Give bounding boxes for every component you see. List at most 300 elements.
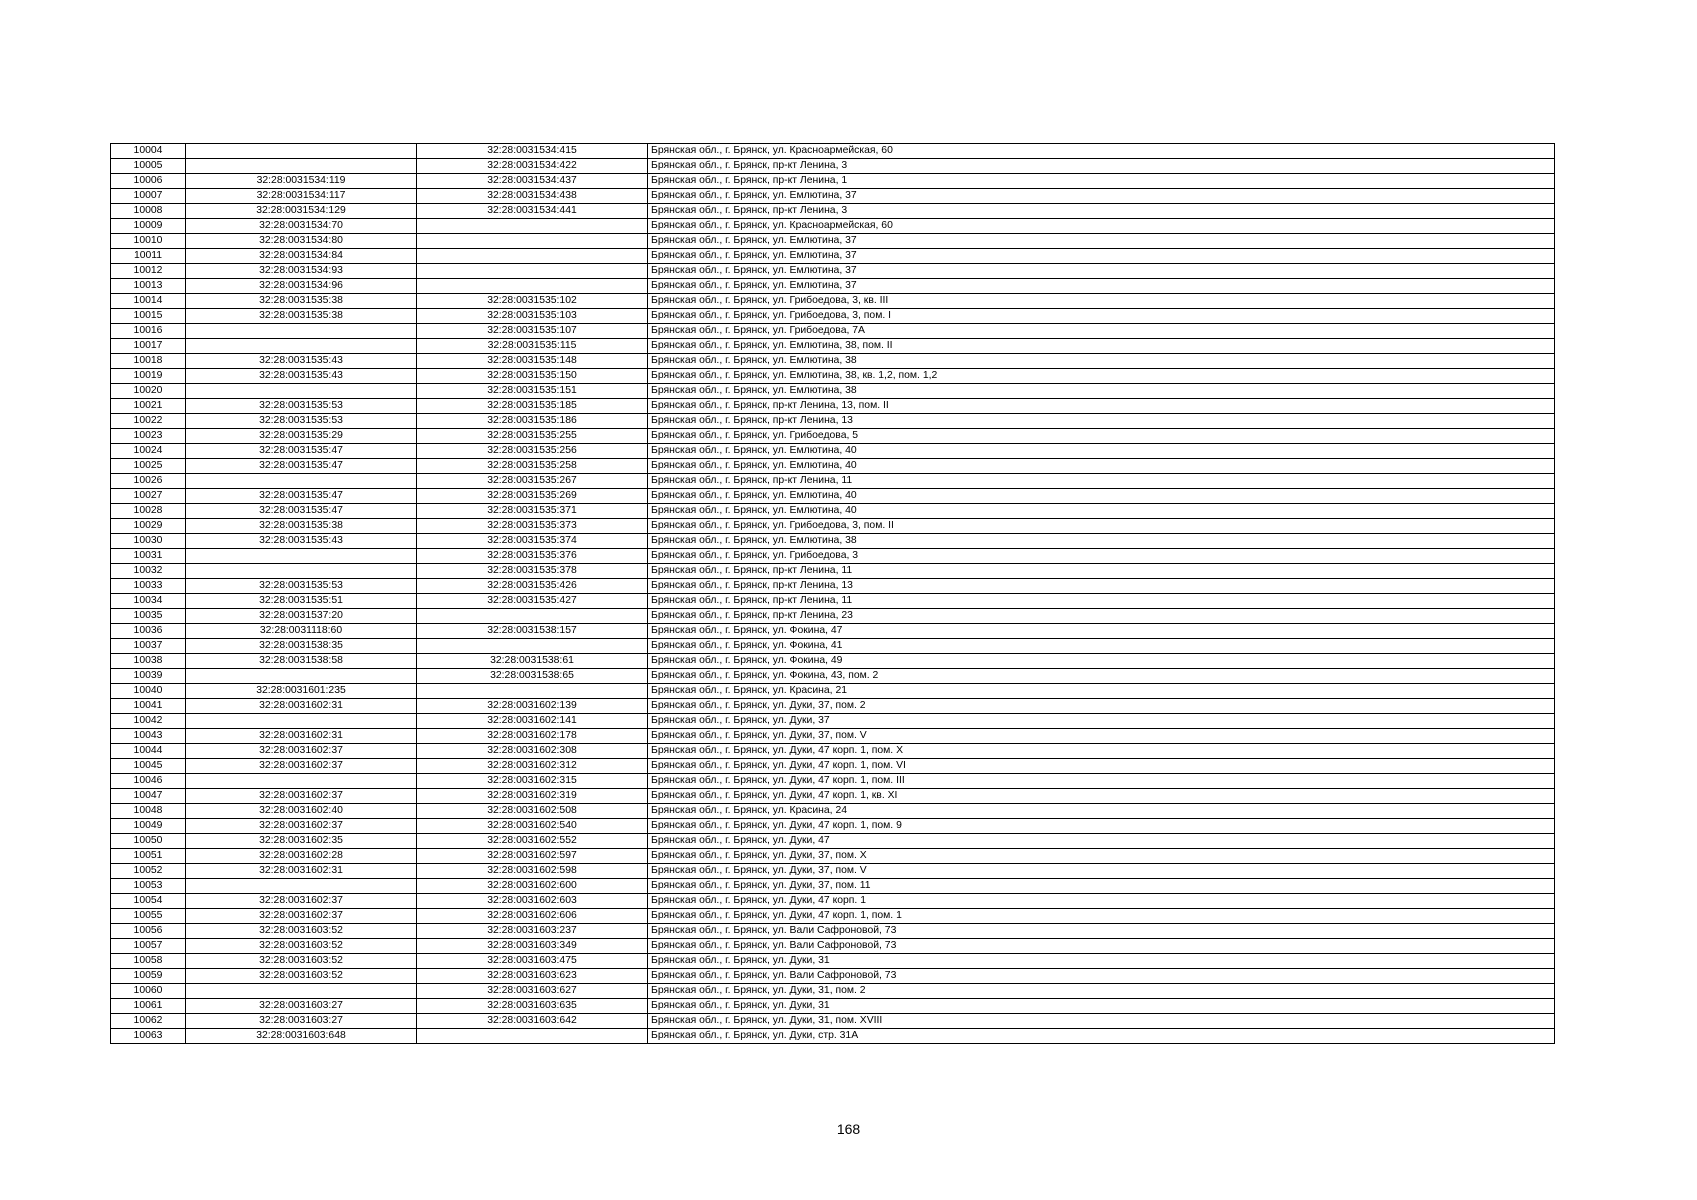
address-cell: Брянская обл., г. Брянск, ул. Емлютина, 37 bbox=[648, 279, 1555, 294]
table-row bbox=[111, 729, 1555, 744]
address-cell: Брянская обл., г. Брянск, ул. Емлютина, 38, кв. 1,2, пом. 1,2 bbox=[648, 369, 1555, 384]
table-row bbox=[111, 624, 1555, 639]
row-number-cell: 10005 bbox=[111, 159, 186, 174]
cadastral-number-cell: 32:28:0031602:139 bbox=[417, 699, 648, 714]
row-number-cell: 10042 bbox=[111, 714, 186, 729]
row-number-cell: 10032 bbox=[111, 564, 186, 579]
table-row bbox=[111, 384, 1555, 399]
address-cell: Брянская обл., г. Брянск, ул. Красноармейская, 60 bbox=[648, 219, 1555, 234]
address-cell: Брянская обл., г. Брянск, ул. Емлютина, 37 bbox=[648, 234, 1555, 249]
cadastral-number-cell: 32:28:0031602:552 bbox=[417, 834, 648, 849]
address-cell: Брянская обл., г. Брянск, ул. Грибоедова, 5 bbox=[648, 429, 1555, 444]
property-table bbox=[110, 143, 1555, 1044]
parent-cadastral-cell bbox=[186, 714, 417, 729]
row-number-cell: 10023 bbox=[111, 429, 186, 444]
cadastral-number-cell: 32:28:0031602:603 bbox=[417, 894, 648, 909]
table-row bbox=[111, 159, 1555, 174]
parent-cadastral-cell: 32:28:0031535:43 bbox=[186, 354, 417, 369]
cadastral-number-cell: 32:28:0031602:312 bbox=[417, 759, 648, 774]
row-number-cell: 10053 bbox=[111, 879, 186, 894]
cadastral-number-cell: 32:28:0031535:373 bbox=[417, 519, 648, 534]
row-number-cell: 10008 bbox=[111, 204, 186, 219]
row-number-cell: 10048 bbox=[111, 804, 186, 819]
row-number-cell: 10010 bbox=[111, 234, 186, 249]
address-cell: Брянская обл., г. Брянск, ул. Грибоедова, 3, пом. II bbox=[648, 519, 1555, 534]
parent-cadastral-cell: 32:28:0031535:47 bbox=[186, 489, 417, 504]
row-number-cell: 10061 bbox=[111, 999, 186, 1014]
row-number-cell: 10039 bbox=[111, 669, 186, 684]
table-row bbox=[111, 984, 1555, 999]
row-number-cell: 10030 bbox=[111, 534, 186, 549]
row-number-cell: 10058 bbox=[111, 954, 186, 969]
address-cell: Брянская обл., г. Брянск, ул. Дуки, 47 корп. 1, пом. X bbox=[648, 744, 1555, 759]
address-cell: Брянская обл., г. Брянск, ул. Дуки, 47 bbox=[648, 834, 1555, 849]
address-cell: Брянская обл., г. Брянск, ул. Красноармейская, 60 bbox=[648, 144, 1555, 159]
table-row bbox=[111, 354, 1555, 369]
address-cell: Брянская обл., г. Брянск, пр-кт Ленина, 13 bbox=[648, 579, 1555, 594]
table-row bbox=[111, 699, 1555, 714]
cadastral-number-cell: 32:28:0031535:185 bbox=[417, 399, 648, 414]
address-cell: Брянская обл., г. Брянск, пр-кт Ленина, 1 bbox=[648, 174, 1555, 189]
table-row bbox=[111, 504, 1555, 519]
cadastral-number-cell: 32:28:0031538:157 bbox=[417, 624, 648, 639]
parent-cadastral-cell: 32:28:0031535:43 bbox=[186, 369, 417, 384]
parent-cadastral-cell: 32:28:0031603:52 bbox=[186, 924, 417, 939]
parent-cadastral-cell bbox=[186, 774, 417, 789]
table-row bbox=[111, 684, 1555, 699]
row-number-cell: 10011 bbox=[111, 249, 186, 264]
table-row bbox=[111, 294, 1555, 309]
cadastral-number-cell: 32:28:0031602:319 bbox=[417, 789, 648, 804]
parent-cadastral-cell: 32:28:0031602:31 bbox=[186, 699, 417, 714]
cadastral-number-cell: 32:28:0031535:371 bbox=[417, 504, 648, 519]
parent-cadastral-cell bbox=[186, 159, 417, 174]
address-cell: Брянская обл., г. Брянск, ул. Дуки, 37, пом. 2 bbox=[648, 699, 1555, 714]
cadastral-number-cell: 32:28:0031535:376 bbox=[417, 549, 648, 564]
table-row bbox=[111, 849, 1555, 864]
table-row bbox=[111, 309, 1555, 324]
address-cell: Брянская обл., г. Брянск, ул. Фокина, 41 bbox=[648, 639, 1555, 654]
row-number-cell: 10054 bbox=[111, 894, 186, 909]
parent-cadastral-cell: 32:28:0031602:40 bbox=[186, 804, 417, 819]
cadastral-number-cell: 32:28:0031538:61 bbox=[417, 654, 648, 669]
row-number-cell: 10034 bbox=[111, 594, 186, 609]
address-cell: Брянская обл., г. Брянск, ул. Дуки, 31, пом. 2 bbox=[648, 984, 1555, 999]
property-table-body bbox=[111, 144, 1555, 1044]
table-row bbox=[111, 414, 1555, 429]
address-cell: Брянская обл., г. Брянск, ул. Дуки, 47 корп. 1, пом. 9 bbox=[648, 819, 1555, 834]
row-number-cell: 10031 bbox=[111, 549, 186, 564]
cadastral-number-cell: 32:28:0031534:415 bbox=[417, 144, 648, 159]
cadastral-number-cell: 32:28:0031602:141 bbox=[417, 714, 648, 729]
cadastral-number-cell: 32:28:0031534:441 bbox=[417, 204, 648, 219]
row-number-cell: 10027 bbox=[111, 489, 186, 504]
table-row bbox=[111, 339, 1555, 354]
cadastral-number-cell: 32:28:0031602:178 bbox=[417, 729, 648, 744]
table-row bbox=[111, 234, 1555, 249]
address-cell: Брянская обл., г. Брянск, пр-кт Ленина, 23 bbox=[648, 609, 1555, 624]
table-row bbox=[111, 789, 1555, 804]
cadastral-number-cell: 32:28:0031535:267 bbox=[417, 474, 648, 489]
row-number-cell: 10006 bbox=[111, 174, 186, 189]
parent-cadastral-cell: 32:28:0031534:70 bbox=[186, 219, 417, 234]
parent-cadastral-cell: 32:28:0031602:28 bbox=[186, 849, 417, 864]
table-row bbox=[111, 879, 1555, 894]
table-row bbox=[111, 669, 1555, 684]
row-number-cell: 10038 bbox=[111, 654, 186, 669]
parent-cadastral-cell bbox=[186, 564, 417, 579]
table-row bbox=[111, 534, 1555, 549]
address-cell: Брянская обл., г. Брянск, пр-кт Ленина, 11 bbox=[648, 474, 1555, 489]
cadastral-number-cell bbox=[417, 639, 648, 654]
address-cell: Брянская обл., г. Брянск, ул. Дуки, 37 bbox=[648, 714, 1555, 729]
row-number-cell: 10050 bbox=[111, 834, 186, 849]
row-number-cell: 10026 bbox=[111, 474, 186, 489]
address-cell: Брянская обл., г. Брянск, ул. Дуки, 47 корп. 1, кв. XI bbox=[648, 789, 1555, 804]
cadastral-number-cell: 32:28:0031534:422 bbox=[417, 159, 648, 174]
cadastral-number-cell: 32:28:0031603:623 bbox=[417, 969, 648, 984]
row-number-cell: 10049 bbox=[111, 819, 186, 834]
cadastral-number-cell: 32:28:0031602:315 bbox=[417, 774, 648, 789]
row-number-cell: 10056 bbox=[111, 924, 186, 939]
cadastral-number-cell bbox=[417, 684, 648, 699]
row-number-cell: 10024 bbox=[111, 444, 186, 459]
table-row bbox=[111, 954, 1555, 969]
parent-cadastral-cell: 32:28:0031603:52 bbox=[186, 939, 417, 954]
row-number-cell: 10029 bbox=[111, 519, 186, 534]
parent-cadastral-cell: 32:28:0031535:53 bbox=[186, 579, 417, 594]
parent-cadastral-cell: 32:28:0031603:648 bbox=[186, 1029, 417, 1044]
table-row bbox=[111, 744, 1555, 759]
row-number-cell: 10022 bbox=[111, 414, 186, 429]
cadastral-number-cell: 32:28:0031535:258 bbox=[417, 459, 648, 474]
cadastral-number-cell: 32:28:0031535:115 bbox=[417, 339, 648, 354]
address-cell: Брянская обл., г. Брянск, ул. Емлютина, 38 bbox=[648, 534, 1555, 549]
table-row bbox=[111, 999, 1555, 1014]
row-number-cell: 10016 bbox=[111, 324, 186, 339]
parent-cadastral-cell bbox=[186, 339, 417, 354]
cadastral-number-cell: 32:28:0031602:606 bbox=[417, 909, 648, 924]
parent-cadastral-cell: 32:28:0031535:38 bbox=[186, 309, 417, 324]
row-number-cell: 10007 bbox=[111, 189, 186, 204]
table-row bbox=[111, 324, 1555, 339]
cadastral-number-cell: 32:28:0031535:151 bbox=[417, 384, 648, 399]
row-number-cell: 10062 bbox=[111, 1014, 186, 1029]
address-cell: Брянская обл., г. Брянск, ул. Емлютина, 40 bbox=[648, 504, 1555, 519]
parent-cadastral-cell: 32:28:0031535:38 bbox=[186, 519, 417, 534]
table-row bbox=[111, 894, 1555, 909]
cadastral-number-cell: 32:28:0031535:374 bbox=[417, 534, 648, 549]
row-number-cell: 10019 bbox=[111, 369, 186, 384]
address-cell: Брянская обл., г. Брянск, ул. Красина, 21 bbox=[648, 684, 1555, 699]
table-row bbox=[111, 519, 1555, 534]
cadastral-number-cell: 32:28:0031534:437 bbox=[417, 174, 648, 189]
cadastral-number-cell: 32:28:0031535:427 bbox=[417, 594, 648, 609]
parent-cadastral-cell: 32:28:0031534:96 bbox=[186, 279, 417, 294]
parent-cadastral-cell bbox=[186, 879, 417, 894]
address-cell: Брянская обл., г. Брянск, ул. Дуки, 31 bbox=[648, 954, 1555, 969]
row-number-cell: 10020 bbox=[111, 384, 186, 399]
address-cell: Брянская обл., г. Брянск, пр-кт Ленина, 3 bbox=[648, 159, 1555, 174]
row-number-cell: 10017 bbox=[111, 339, 186, 354]
address-cell: Брянская обл., г. Брянск, пр-кт Ленина, 11 bbox=[648, 594, 1555, 609]
address-cell: Брянская обл., г. Брянск, ул. Фокина, 49 bbox=[648, 654, 1555, 669]
parent-cadastral-cell: 32:28:0031602:37 bbox=[186, 789, 417, 804]
row-number-cell: 10004 bbox=[111, 144, 186, 159]
row-number-cell: 10009 bbox=[111, 219, 186, 234]
parent-cadastral-cell: 32:28:0031534:80 bbox=[186, 234, 417, 249]
row-number-cell: 10037 bbox=[111, 639, 186, 654]
parent-cadastral-cell bbox=[186, 324, 417, 339]
row-number-cell: 10057 bbox=[111, 939, 186, 954]
cadastral-number-cell: 32:28:0031535:107 bbox=[417, 324, 648, 339]
address-cell: Брянская обл., г. Брянск, ул. Дуки, 31 bbox=[648, 999, 1555, 1014]
cadastral-number-cell: 32:28:0031538:65 bbox=[417, 669, 648, 684]
parent-cadastral-cell: 32:28:0031534:119 bbox=[186, 174, 417, 189]
parent-cadastral-cell: 32:28:0031535:47 bbox=[186, 444, 417, 459]
row-number-cell: 10021 bbox=[111, 399, 186, 414]
table-row bbox=[111, 579, 1555, 594]
table-row bbox=[111, 639, 1555, 654]
cadastral-number-cell: 32:28:0031535:150 bbox=[417, 369, 648, 384]
parent-cadastral-cell: 32:28:0031602:37 bbox=[186, 894, 417, 909]
parent-cadastral-cell: 32:28:0031603:27 bbox=[186, 1014, 417, 1029]
table-row bbox=[111, 759, 1555, 774]
address-cell: Брянская обл., г. Брянск, ул. Дуки, 37, пом. V bbox=[648, 729, 1555, 744]
parent-cadastral-cell: 32:28:0031538:35 bbox=[186, 639, 417, 654]
address-cell: Брянская обл., г. Брянск, ул. Дуки, 37, пом. X bbox=[648, 849, 1555, 864]
parent-cadastral-cell: 32:28:0031535:29 bbox=[186, 429, 417, 444]
address-cell: Брянская обл., г. Брянск, ул. Емлютина, 40 bbox=[648, 444, 1555, 459]
cadastral-number-cell: 32:28:0031535:256 bbox=[417, 444, 648, 459]
table-row bbox=[111, 489, 1555, 504]
parent-cadastral-cell bbox=[186, 144, 417, 159]
address-cell: Брянская обл., г. Брянск, ул. Дуки, 47 корп. 1 bbox=[648, 894, 1555, 909]
row-number-cell: 10060 bbox=[111, 984, 186, 999]
address-cell: Брянская обл., г. Брянск, ул. Емлютина, 38 bbox=[648, 354, 1555, 369]
address-cell: Брянская обл., г. Брянск, ул. Емлютина, 38, пом. II bbox=[648, 339, 1555, 354]
address-cell: Брянская обл., г. Брянск, ул. Дуки, 47 корп. 1, пом. 1 bbox=[648, 909, 1555, 924]
cadastral-number-cell bbox=[417, 234, 648, 249]
parent-cadastral-cell bbox=[186, 984, 417, 999]
cadastral-number-cell bbox=[417, 219, 648, 234]
table-row bbox=[111, 144, 1555, 159]
table-row bbox=[111, 864, 1555, 879]
address-cell: Брянская обл., г. Брянск, ул. Дуки, 47 корп. 1, пом. III bbox=[648, 774, 1555, 789]
address-cell: Брянская обл., г. Брянск, ул. Емлютина, 37 bbox=[648, 189, 1555, 204]
cadastral-number-cell bbox=[417, 279, 648, 294]
parent-cadastral-cell bbox=[186, 549, 417, 564]
address-cell: Брянская обл., г. Брянск, ул. Вали Сафроновой, 73 bbox=[648, 924, 1555, 939]
cadastral-number-cell: 32:28:0031602:597 bbox=[417, 849, 648, 864]
address-cell: Брянская обл., г. Брянск, ул. Емлютина, 40 bbox=[648, 489, 1555, 504]
table-row bbox=[111, 549, 1555, 564]
cadastral-number-cell: 32:28:0031603:642 bbox=[417, 1014, 648, 1029]
parent-cadastral-cell: 32:28:0031602:31 bbox=[186, 864, 417, 879]
cadastral-number-cell: 32:28:0031602:598 bbox=[417, 864, 648, 879]
cadastral-number-cell: 32:28:0031602:540 bbox=[417, 819, 648, 834]
row-number-cell: 10033 bbox=[111, 579, 186, 594]
cadastral-number-cell bbox=[417, 264, 648, 279]
row-number-cell: 10035 bbox=[111, 609, 186, 624]
row-number-cell: 10052 bbox=[111, 864, 186, 879]
cadastral-number-cell: 32:28:0031535:103 bbox=[417, 309, 648, 324]
address-cell: Брянская обл., г. Брянск, ул. Грибоедова, 3, кв. III bbox=[648, 294, 1555, 309]
cadastral-number-cell: 32:28:0031534:438 bbox=[417, 189, 648, 204]
table-row bbox=[111, 819, 1555, 834]
parent-cadastral-cell: 32:28:0031603:52 bbox=[186, 954, 417, 969]
cadastral-number-cell bbox=[417, 609, 648, 624]
address-cell: Брянская обл., г. Брянск, пр-кт Ленина, 13 bbox=[648, 414, 1555, 429]
table-row bbox=[111, 189, 1555, 204]
address-cell: Брянская обл., г. Брянск, ул. Грибоедова, 3, пом. I bbox=[648, 309, 1555, 324]
cadastral-number-cell bbox=[417, 1029, 648, 1044]
row-number-cell: 10018 bbox=[111, 354, 186, 369]
cadastral-number-cell: 32:28:0031535:186 bbox=[417, 414, 648, 429]
parent-cadastral-cell: 32:28:0031534:93 bbox=[186, 264, 417, 279]
cadastral-number-cell: 32:28:0031602:600 bbox=[417, 879, 648, 894]
row-number-cell: 10045 bbox=[111, 759, 186, 774]
row-number-cell: 10040 bbox=[111, 684, 186, 699]
parent-cadastral-cell: 32:28:0031535:38 bbox=[186, 294, 417, 309]
address-cell: Брянская обл., г. Брянск, ул. Дуки, стр. 31А bbox=[648, 1029, 1555, 1044]
parent-cadastral-cell: 32:28:0031118:60 bbox=[186, 624, 417, 639]
table-row bbox=[111, 474, 1555, 489]
parent-cadastral-cell: 32:28:0031535:43 bbox=[186, 534, 417, 549]
cadastral-number-cell: 32:28:0031535:255 bbox=[417, 429, 648, 444]
parent-cadastral-cell: 32:28:0031535:47 bbox=[186, 504, 417, 519]
address-cell: Брянская обл., г. Брянск, ул. Дуки, 37, пом. V bbox=[648, 864, 1555, 879]
parent-cadastral-cell bbox=[186, 474, 417, 489]
address-cell: Брянская обл., г. Брянск, ул. Грибоедова, 3 bbox=[648, 549, 1555, 564]
parent-cadastral-cell bbox=[186, 384, 417, 399]
cadastral-number-cell: 32:28:0031535:102 bbox=[417, 294, 648, 309]
cadastral-number-cell: 32:28:0031603:237 bbox=[417, 924, 648, 939]
parent-cadastral-cell: 32:28:0031602:37 bbox=[186, 759, 417, 774]
cadastral-number-cell: 32:28:0031603:349 bbox=[417, 939, 648, 954]
parent-cadastral-cell: 32:28:0031603:27 bbox=[186, 999, 417, 1014]
row-number-cell: 10013 bbox=[111, 279, 186, 294]
parent-cadastral-cell: 32:28:0031602:35 bbox=[186, 834, 417, 849]
cadastral-number-cell: 32:28:0031535:269 bbox=[417, 489, 648, 504]
table-row bbox=[111, 969, 1555, 984]
table-row bbox=[111, 564, 1555, 579]
parent-cadastral-cell: 32:28:0031534:129 bbox=[186, 204, 417, 219]
cadastral-number-cell: 32:28:0031535:426 bbox=[417, 579, 648, 594]
cadastral-number-cell: 32:28:0031603:475 bbox=[417, 954, 648, 969]
row-number-cell: 10055 bbox=[111, 909, 186, 924]
address-cell: Брянская обл., г. Брянск, пр-кт Ленина, 13, пом. II bbox=[648, 399, 1555, 414]
parent-cadastral-cell: 32:28:0031534:84 bbox=[186, 249, 417, 264]
cadastral-number-cell: 32:28:0031535:378 bbox=[417, 564, 648, 579]
table-row bbox=[111, 399, 1555, 414]
table-row bbox=[111, 804, 1555, 819]
page-number: 168 bbox=[836, 1121, 861, 1137]
parent-cadastral-cell: 32:28:0031538:58 bbox=[186, 654, 417, 669]
table-row bbox=[111, 264, 1555, 279]
table-row bbox=[111, 594, 1555, 609]
table-row bbox=[111, 774, 1555, 789]
row-number-cell: 10041 bbox=[111, 699, 186, 714]
address-cell: Брянская обл., г. Брянск, ул. Дуки, 31, пом. XVIII bbox=[648, 1014, 1555, 1029]
address-cell: Брянская обл., г. Брянск, ул. Красина, 24 bbox=[648, 804, 1555, 819]
table-row bbox=[111, 459, 1555, 474]
row-number-cell: 10043 bbox=[111, 729, 186, 744]
parent-cadastral-cell: 32:28:0031535:53 bbox=[186, 399, 417, 414]
table-row bbox=[111, 204, 1555, 219]
table-row bbox=[111, 429, 1555, 444]
address-cell: Брянская обл., г. Брянск, ул. Емлютина, 38 bbox=[648, 384, 1555, 399]
row-number-cell: 10036 bbox=[111, 624, 186, 639]
address-cell: Брянская обл., г. Брянск, ул. Фокина, 43, пом. 2 bbox=[648, 669, 1555, 684]
row-number-cell: 10015 bbox=[111, 309, 186, 324]
parent-cadastral-cell: 32:28:0031535:51 bbox=[186, 594, 417, 609]
table-row bbox=[111, 444, 1555, 459]
table-row bbox=[111, 924, 1555, 939]
table-row bbox=[111, 1014, 1555, 1029]
row-number-cell: 10044 bbox=[111, 744, 186, 759]
table-row bbox=[111, 834, 1555, 849]
cadastral-number-cell: 32:28:0031603:635 bbox=[417, 999, 648, 1014]
row-number-cell: 10012 bbox=[111, 264, 186, 279]
table-row bbox=[111, 279, 1555, 294]
table-row bbox=[111, 654, 1555, 669]
row-number-cell: 10063 bbox=[111, 1029, 186, 1044]
row-number-cell: 10059 bbox=[111, 969, 186, 984]
parent-cadastral-cell: 32:28:0031603:52 bbox=[186, 969, 417, 984]
parent-cadastral-cell: 32:28:0031601:235 bbox=[186, 684, 417, 699]
row-number-cell: 10025 bbox=[111, 459, 186, 474]
table-row bbox=[111, 1029, 1555, 1044]
parent-cadastral-cell: 32:28:0031535:47 bbox=[186, 459, 417, 474]
table-row bbox=[111, 174, 1555, 189]
row-number-cell: 10046 bbox=[111, 774, 186, 789]
parent-cadastral-cell: 32:28:0031535:53 bbox=[186, 414, 417, 429]
address-cell: Брянская обл., г. Брянск, пр-кт Ленина, 11 bbox=[648, 564, 1555, 579]
cadastral-number-cell: 32:28:0031602:308 bbox=[417, 744, 648, 759]
table-row bbox=[111, 369, 1555, 384]
table-row bbox=[111, 939, 1555, 954]
address-cell: Брянская обл., г. Брянск, ул. Дуки, 37, пом. 11 bbox=[648, 879, 1555, 894]
address-cell: Брянская обл., г. Брянск, ул. Вали Сафроновой, 73 bbox=[648, 969, 1555, 984]
parent-cadastral-cell: 32:28:0031537:20 bbox=[186, 609, 417, 624]
row-number-cell: 10047 bbox=[111, 789, 186, 804]
cadastral-number-cell: 32:28:0031603:627 bbox=[417, 984, 648, 999]
table-row bbox=[111, 909, 1555, 924]
address-cell: Брянская обл., г. Брянск, ул. Грибоедова, 7А bbox=[648, 324, 1555, 339]
address-cell: Брянская обл., г. Брянск, ул. Емлютина, 37 bbox=[648, 264, 1555, 279]
table-row bbox=[111, 609, 1555, 624]
table-row bbox=[111, 714, 1555, 729]
address-cell: Брянская обл., г. Брянск, ул. Вали Сафроновой, 73 bbox=[648, 939, 1555, 954]
row-number-cell: 10028 bbox=[111, 504, 186, 519]
address-cell: Брянская обл., г. Брянск, ул. Емлютина, 40 bbox=[648, 459, 1555, 474]
parent-cadastral-cell: 32:28:0031534:117 bbox=[186, 189, 417, 204]
address-cell: Брянская обл., г. Брянск, ул. Дуки, 47 корп. 1, пом. VI bbox=[648, 759, 1555, 774]
parent-cadastral-cell bbox=[186, 669, 417, 684]
parent-cadastral-cell: 32:28:0031602:37 bbox=[186, 744, 417, 759]
cadastral-number-cell: 32:28:0031535:148 bbox=[417, 354, 648, 369]
cadastral-number-cell bbox=[417, 249, 648, 264]
row-number-cell: 10014 bbox=[111, 294, 186, 309]
parent-cadastral-cell: 32:28:0031602:31 bbox=[186, 729, 417, 744]
parent-cadastral-cell: 32:28:0031602:37 bbox=[186, 819, 417, 834]
row-number-cell: 10051 bbox=[111, 849, 186, 864]
address-cell: Брянская обл., г. Брянск, ул. Фокина, 47 bbox=[648, 624, 1555, 639]
table-row bbox=[111, 249, 1555, 264]
address-cell: Брянская обл., г. Брянск, пр-кт Ленина, 3 bbox=[648, 204, 1555, 219]
cadastral-number-cell: 32:28:0031602:508 bbox=[417, 804, 648, 819]
